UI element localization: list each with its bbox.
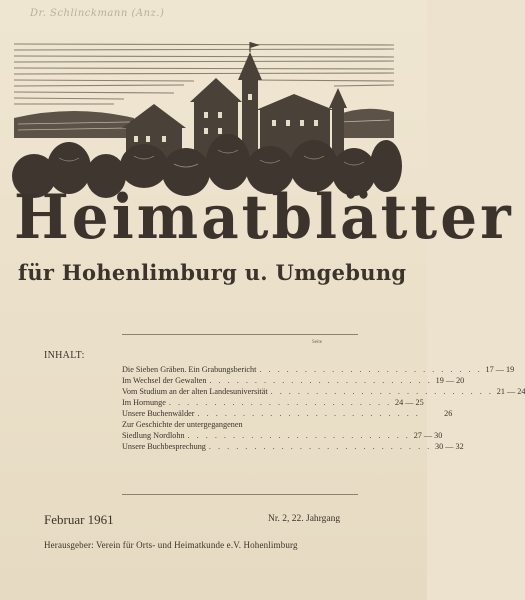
- toc-entry: [122, 375, 465, 386]
- toc-entry-title: Im Wechsel der Gewalten: [122, 376, 207, 385]
- contents-top-rule: [122, 334, 358, 335]
- toc-entry-title: Unsere Buchenwälder: [122, 409, 195, 418]
- pencil-annotation: Dr. Schlinckmann (Anz.): [30, 8, 165, 19]
- toc-leader-dots: . . . . . . . . . . . . . . . . . . . . . . . . .: [168, 398, 392, 407]
- toc-entry-title: Die Sieben Gräben. Ein Grabungsbericht: [122, 365, 257, 374]
- contents-bottom-rule: [122, 494, 358, 495]
- toc-leader-dots: . . . . . . . . . . . . . . . . . . . . . . . . .: [187, 431, 411, 440]
- toc-entry-title: Unsere Buchbesprechung: [122, 442, 206, 451]
- issue-number: Nr. 2, 22. Jahrgang: [268, 514, 341, 524]
- toc-leader-dots: . . . . . . . . . . . . . . . . . . . . . . . . .: [197, 409, 421, 418]
- toc-entry-pages: 21 — 24: [496, 387, 525, 396]
- table-of-contents: [122, 364, 525, 452]
- toc-leader-dots: . . . . . . . . . . . . . . . . . . . . . . . . .: [209, 376, 433, 385]
- toc-entry: [122, 386, 525, 397]
- issue-date: Februar 1961: [44, 512, 114, 527]
- toc-entry-title: Im Hornunge: [122, 398, 166, 407]
- toc-entry-pages: 17 — 19: [485, 365, 515, 374]
- page-column-label: Seite: [312, 340, 322, 345]
- toc-entry-title-continued: Siedlung Nordlohn: [122, 431, 185, 440]
- contents-heading: INHALT:: [44, 350, 85, 361]
- toc-leader-dots: . . . . . . . . . . . . . . . . . . . . . . . . .: [270, 387, 494, 396]
- toc-entry-title: Zur Geschichte der untergegangenen: [122, 420, 243, 429]
- toc-entry-pages: 19 — 20: [435, 376, 465, 385]
- toc-entry: [122, 408, 453, 419]
- toc-entry-pages: 26: [444, 409, 453, 418]
- toc-entry-pages: 30 — 32: [435, 442, 464, 451]
- toc-entry-pages: 24 — 25: [395, 398, 424, 407]
- toc-leader-dots: . . . . . . . . . . . . . . . . . . . . . . . . .: [259, 365, 483, 374]
- toc-entry: [122, 397, 424, 408]
- toc-entry-pages: 27 — 30: [413, 431, 443, 440]
- masthead-subtitle: für Hohenlimburg u. Umgebung: [18, 260, 407, 285]
- publisher-line: Herausgeber: Verein für Orts- und Heimatkunde e.V. Hohenlimburg: [44, 540, 298, 550]
- toc-leader-dots: . . . . . . . . . . . . . . . . . . . . . . . . .: [208, 442, 432, 451]
- toc-entry: [122, 364, 515, 375]
- toc-entry: [122, 430, 443, 441]
- toc-entry-title: Vom Studium an der alten Landesuniversität: [122, 387, 268, 396]
- masthead-title: Heimatblätter: [14, 181, 514, 253]
- castle-woodcut-illustration: [14, 38, 394, 198]
- toc-entry: [122, 441, 464, 452]
